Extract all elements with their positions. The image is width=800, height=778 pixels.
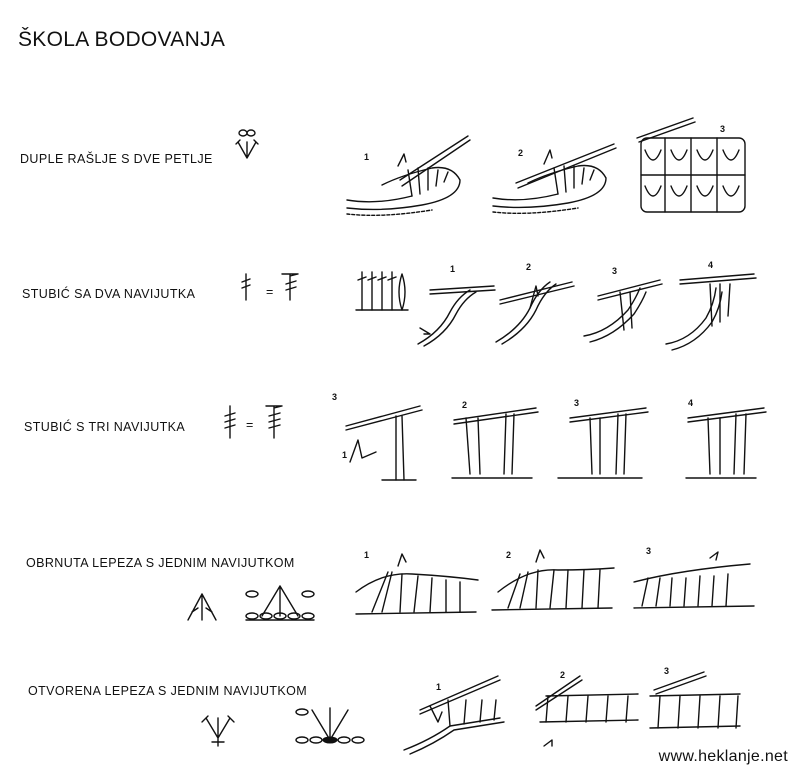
watermark: www.heklanje.net xyxy=(658,748,788,765)
step-illustration-5-1 xyxy=(400,670,510,756)
equals-sign: = xyxy=(266,285,274,299)
row-label-1: DUPLE RAŠLJE S DVE PETLJE xyxy=(20,152,213,166)
step-number: 1 xyxy=(450,264,456,274)
step-illustration-2-4 xyxy=(660,264,760,352)
step-illustration-2-3 xyxy=(578,270,668,350)
step-illustration-3-4 xyxy=(680,398,770,484)
page-title: ŠKOLA BODOVANJA xyxy=(18,28,226,51)
fan-chart-diagram xyxy=(240,582,320,626)
step-number: 4 xyxy=(708,260,714,270)
step-illustration-5-2 xyxy=(526,670,646,756)
step-illustration-4-2 xyxy=(488,548,618,620)
step-illustration-1-3 xyxy=(635,120,765,220)
triple-treble-icon xyxy=(222,404,286,442)
step-number: 1 xyxy=(364,550,370,560)
open-fan-chart-diagram xyxy=(290,700,370,748)
step-number: 4 xyxy=(688,398,694,408)
step-number: 1 xyxy=(436,682,442,692)
step-number: 3 xyxy=(646,546,652,556)
step-illustration-4-3 xyxy=(630,548,760,620)
step-illustration-3-2 xyxy=(440,398,540,484)
step-number: 3 xyxy=(332,392,338,402)
step-illustration-1-1 xyxy=(342,130,472,220)
chart-diagram-2 xyxy=(352,262,412,318)
row-label-5: OTVORENA LEPEZA S JEDNIM NAVIJUTKOM xyxy=(28,684,308,698)
step-illustration-2-2 xyxy=(490,268,580,352)
step-number: 2 xyxy=(560,670,566,680)
step-number: 3 xyxy=(612,266,618,276)
step-illustration-1-2 xyxy=(488,128,618,218)
step-number: 3 xyxy=(574,398,580,408)
double-fork-two-loops-icon xyxy=(232,128,262,164)
row-label-2: STUBIĆ SA DVA NAVIJUTKA xyxy=(22,287,196,301)
step-illustration-3-3 xyxy=(552,398,652,484)
step-illustration-4-1 xyxy=(352,552,482,624)
row-label-4: OBRNUTA LEPEZA S JEDNIM NAVIJUTKOM xyxy=(26,556,295,570)
step-number: 3 xyxy=(720,124,726,134)
step-number: 1 xyxy=(364,152,370,162)
step-number: 1 xyxy=(342,450,348,460)
step-number: 2 xyxy=(526,262,532,272)
step-illustration-2-1 xyxy=(410,272,500,352)
step-number: 3 xyxy=(664,666,670,676)
open-fan-icon xyxy=(200,712,236,748)
equals-sign: = xyxy=(246,418,254,432)
step-number: 2 xyxy=(506,550,512,560)
step-illustration-5-3 xyxy=(644,670,744,742)
step-illustration-3-1 xyxy=(336,400,426,486)
step-number: 2 xyxy=(462,400,468,410)
step-number: 2 xyxy=(518,148,524,158)
inverted-fan-icon xyxy=(184,588,220,624)
row-label-3: STUBIĆ S TRI NAVIJUTKA xyxy=(24,420,186,434)
